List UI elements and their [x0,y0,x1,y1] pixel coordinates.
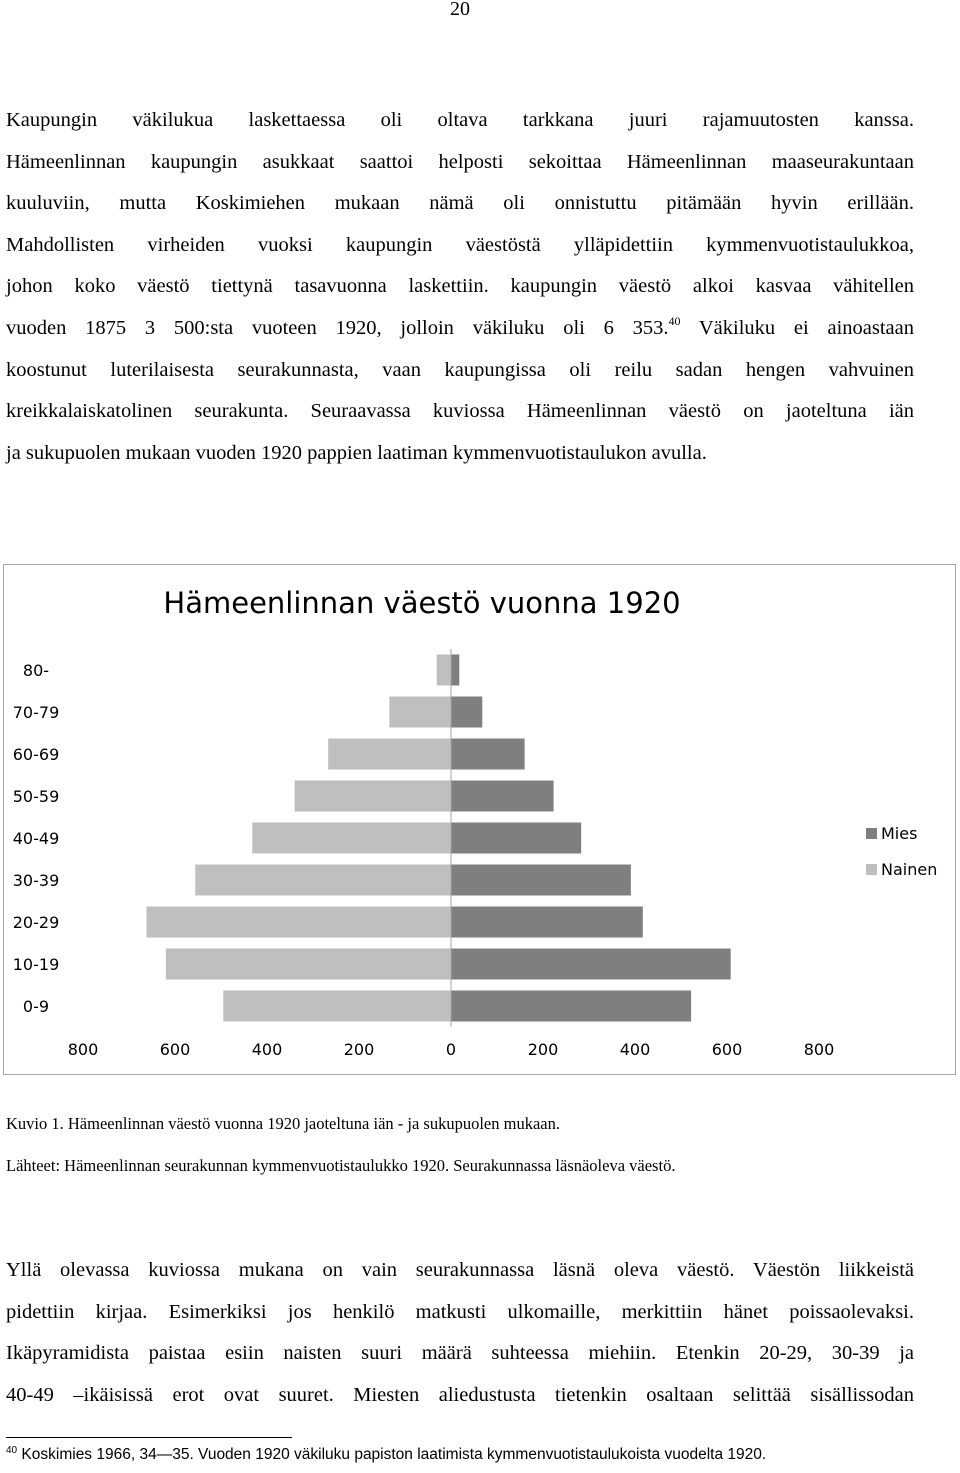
category-label: 70-79 [12,703,60,722]
bar-mies-70-79 [451,697,482,728]
body-paragraph-2 [6,1250,914,1416]
bar-mies-30-39 [451,865,631,896]
x-tick-label: 600 [711,1040,743,1059]
footnote-reference[interactable]: 40 [668,313,681,328]
bar-mies-10-19 [451,949,731,980]
text-line: koostunut luterilaisesta seurakunnasta, vaan kaupungissa oli reilu sadan hengen vahvuinen [6,358,914,381]
text-line: ja sukupuolen mukaan vuoden 1920 pappien laatiman kymmenvuotistaulukon avulla. [6,441,707,464]
figure-source: Lähteet: Hämeenlinnan seurakunnan kymmenvuotistaulukko 1920. Seurakunnassa läsnäoleva väestö. [6,1156,676,1175]
x-tick-label: 400 [619,1040,651,1059]
legend-swatch-nainen [866,864,877,875]
x-tick-label: 800 [67,1040,99,1059]
legend-swatch-mies [866,828,877,839]
category-label: 30-39 [12,871,60,890]
category-label: 10-19 [12,955,60,974]
bar-mies-0-9 [451,991,691,1022]
x-tick-label: 800 [803,1040,835,1059]
category-label: 80- [22,661,50,680]
page-number: 20 [450,0,470,20]
footnote [6,1444,766,1466]
text-line: Kaupungin väkilukua laskettaessa oli oltava tarkkana juuri rajamuutosten kanssa. [6,109,914,131]
bar-mies-20-29 [451,907,643,938]
text-line: Yllä olevassa kuviossa mukana on vain seurakunnassa läsnä oleva väestö. Väestön liikkeistä [6,1259,914,1281]
x-tick-label: 0 [445,1040,457,1059]
text-line: kuuluviin, mutta Koskimiehen mukaan nämä oli onnistuttu pitämään hyvin erillään. [6,192,914,215]
text-segment: Väkiluku ei ainoastaan [680,316,914,339]
bar-nainen-0-9 [223,991,451,1022]
chart-svg [4,565,955,1074]
chart-category-labels [13,661,60,1016]
footnote-text: Koskimies 1966, 34—35. Vuoden 1920 väkiluku papiston laatimista kymmenvuotistaulukoista vuodelta 1920. [17,1446,767,1463]
footnote-number: 40 [6,1445,18,1456]
legend-label-mies: Mies [881,824,918,843]
text-line: Hämeenlinnan kaupungin asukkaat saattoi helposti sekoittaa Hämeenlinnan maaseurakuntaan [6,150,914,173]
x-tick-label: 200 [343,1040,375,1059]
text-line: Mahdollisten virheiden vuoksi kaupungin väestöstä ylläpidettiin kymmenvuotistaulukkoa, [6,233,914,256]
footnote-separator [6,1437,292,1438]
figure-caption: Kuvio 1. Hämeenlinnan väestö vuonna 1920 jaoteltuna iän - ja sukupuolen mukaan. [6,1114,560,1133]
category-label: 20-29 [12,913,60,932]
bar-nainen-40-49 [252,823,451,854]
chart-bars [146,655,730,1022]
chart-x-tick-labels [68,1040,835,1059]
bar-nainen-70-79 [389,697,451,728]
bar-mies-40-49 [451,823,581,854]
text-segment: vuoden 1875 3 500:sta vuoteen 1920, jolloin väkiluku oli 6 353. [6,316,669,339]
text-line: 40-49 –ikäisissä erot ovat suuret. Miesten aliedustusta tietenkin osaltaan selittää sisällissodan [6,1383,914,1406]
text-line: pidettiin kirjaa. Esimerkiksi jos henkilö matkusti ulkomaille, merkittiin hänet poissaolevaksi. [6,1300,914,1323]
text-line: johon koko väestö tiettynä tasavuonna laskettiin. kaupungin väestö alkoi kasvaa vähitellen [6,275,914,298]
bar-nainen-50-59 [295,781,451,812]
bar-mies-80- [451,655,459,686]
population-pyramid-chart [3,564,956,1075]
text-line [6,308,914,350]
bar-nainen-80- [437,655,451,686]
bar-mies-50-59 [451,781,554,812]
bar-nainen-20-29 [146,907,451,938]
chart-legend [866,824,937,879]
x-tick-label: 200 [527,1040,559,1059]
legend-label-nainen: Nainen [881,860,938,879]
x-tick-label: 400 [251,1040,283,1059]
chart-title: Hämeenlinnan väestö vuonna 1920 [163,586,681,620]
x-tick-label: 600 [159,1040,191,1059]
category-label: 60-69 [12,745,60,764]
bar-nainen-10-19 [166,949,451,980]
category-label: 40-49 [12,829,60,848]
category-label: 50-59 [12,787,60,806]
body-paragraph-1 [6,100,914,474]
text-line: kreikkalaiskatolinen seurakunta. Seuraavassa kuviossa Hämeenlinnan väestö on jaoteltuna iän [6,400,914,423]
text-line: Ikäpyramidista paistaa esiin naisten suuri määrä suhteessa miehiin. Etenkin 20-29, 30-39 ja [6,1342,914,1365]
category-label: 0-9 [22,997,50,1016]
bar-nainen-60-69 [328,739,451,770]
bar-mies-60-69 [451,739,525,770]
bar-nainen-30-39 [195,865,451,896]
